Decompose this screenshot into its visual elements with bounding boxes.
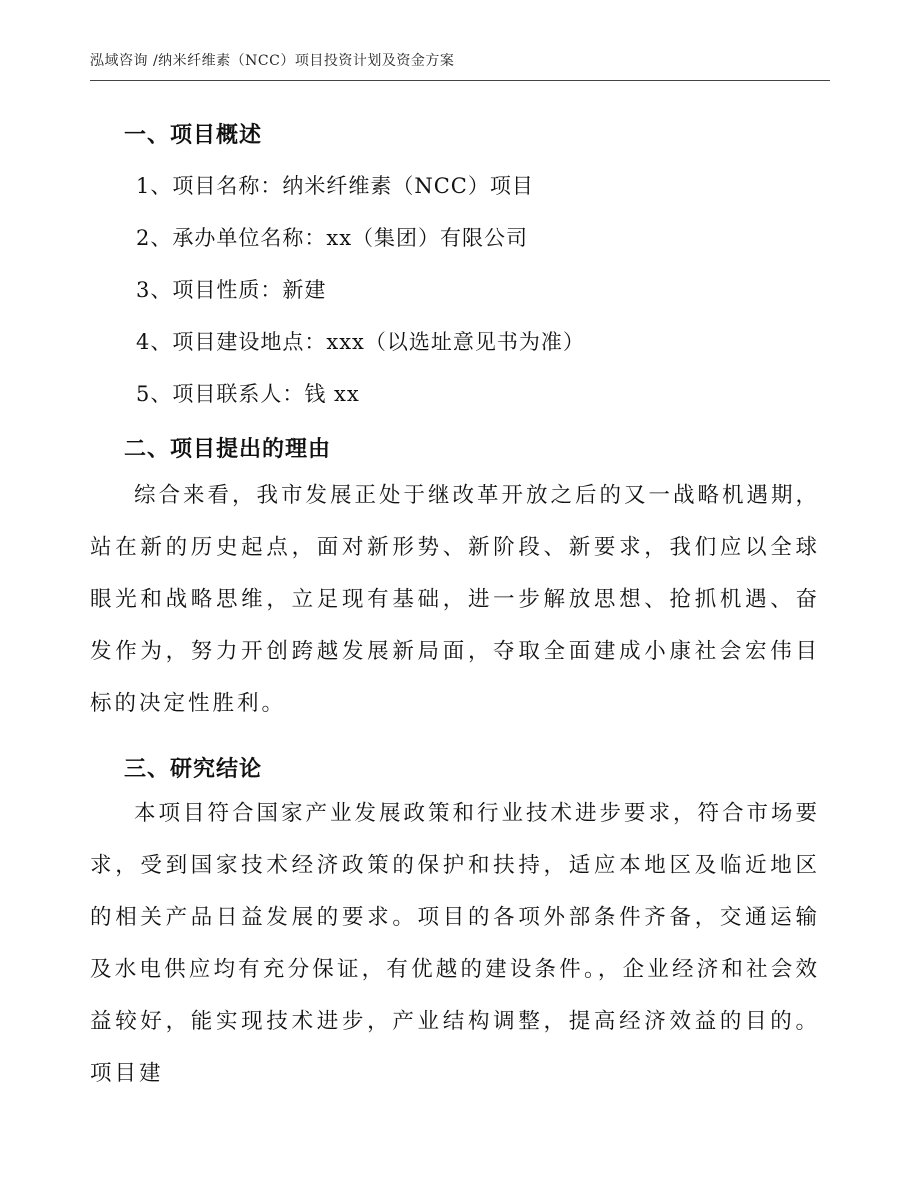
paragraph-reasons: 综合来看，我市发展正处于继改革开放之后的又一战略机遇期，站在新的历史起点，面对新形势、新阶段、新要求，我们应以全球眼光和战略思维，立足现有基础，进一步解放思想、抢抓机遇、奋发作为，努力开创跨越发展新局面，夺取全面建成小康社会宏伟目标的决定性胜利。 bbox=[90, 483, 821, 716]
paragraph-conclusion: 本项目符合国家产业发展政策和行业技术进步要求，符合市场要求，受到国家技术经济政策的保护和扶持，适应本地区及临近地区的相关产品日益发展的要求。项目的各项外部条件齐备，交通运输及水电供应均有充分保证，有优越的建设条件。，企业经济和社会效益较好，能实现技术进步，产业结构调整，提高经济效益的目的。项目建 bbox=[90, 801, 821, 1086]
running-header: 泓域咨询 /纳米纤维素（NCC）项目投资计划及资金方案 bbox=[90, 53, 455, 69]
item-project-nature: 3、项目性质：新建 bbox=[136, 278, 327, 302]
item-undertaking-unit: 2、承办单位名称：xx（集团）有限公司 bbox=[136, 226, 529, 250]
header-rule bbox=[90, 80, 830, 81]
section-heading-reasons: 二、项目提出的理由 bbox=[124, 436, 332, 462]
item-construction-site: 4、项目建设地点：xxx（以选址意见书为准） bbox=[136, 330, 585, 354]
section-heading-overview: 一、项目概述 bbox=[124, 122, 263, 148]
item-contact-person: 5、项目联系人：钱 xx bbox=[136, 382, 360, 406]
section-heading-conclusion: 三、研究结论 bbox=[124, 756, 263, 782]
item-project-name: 1、项目名称：纳米纤维素（NCC）项目 bbox=[136, 174, 534, 198]
